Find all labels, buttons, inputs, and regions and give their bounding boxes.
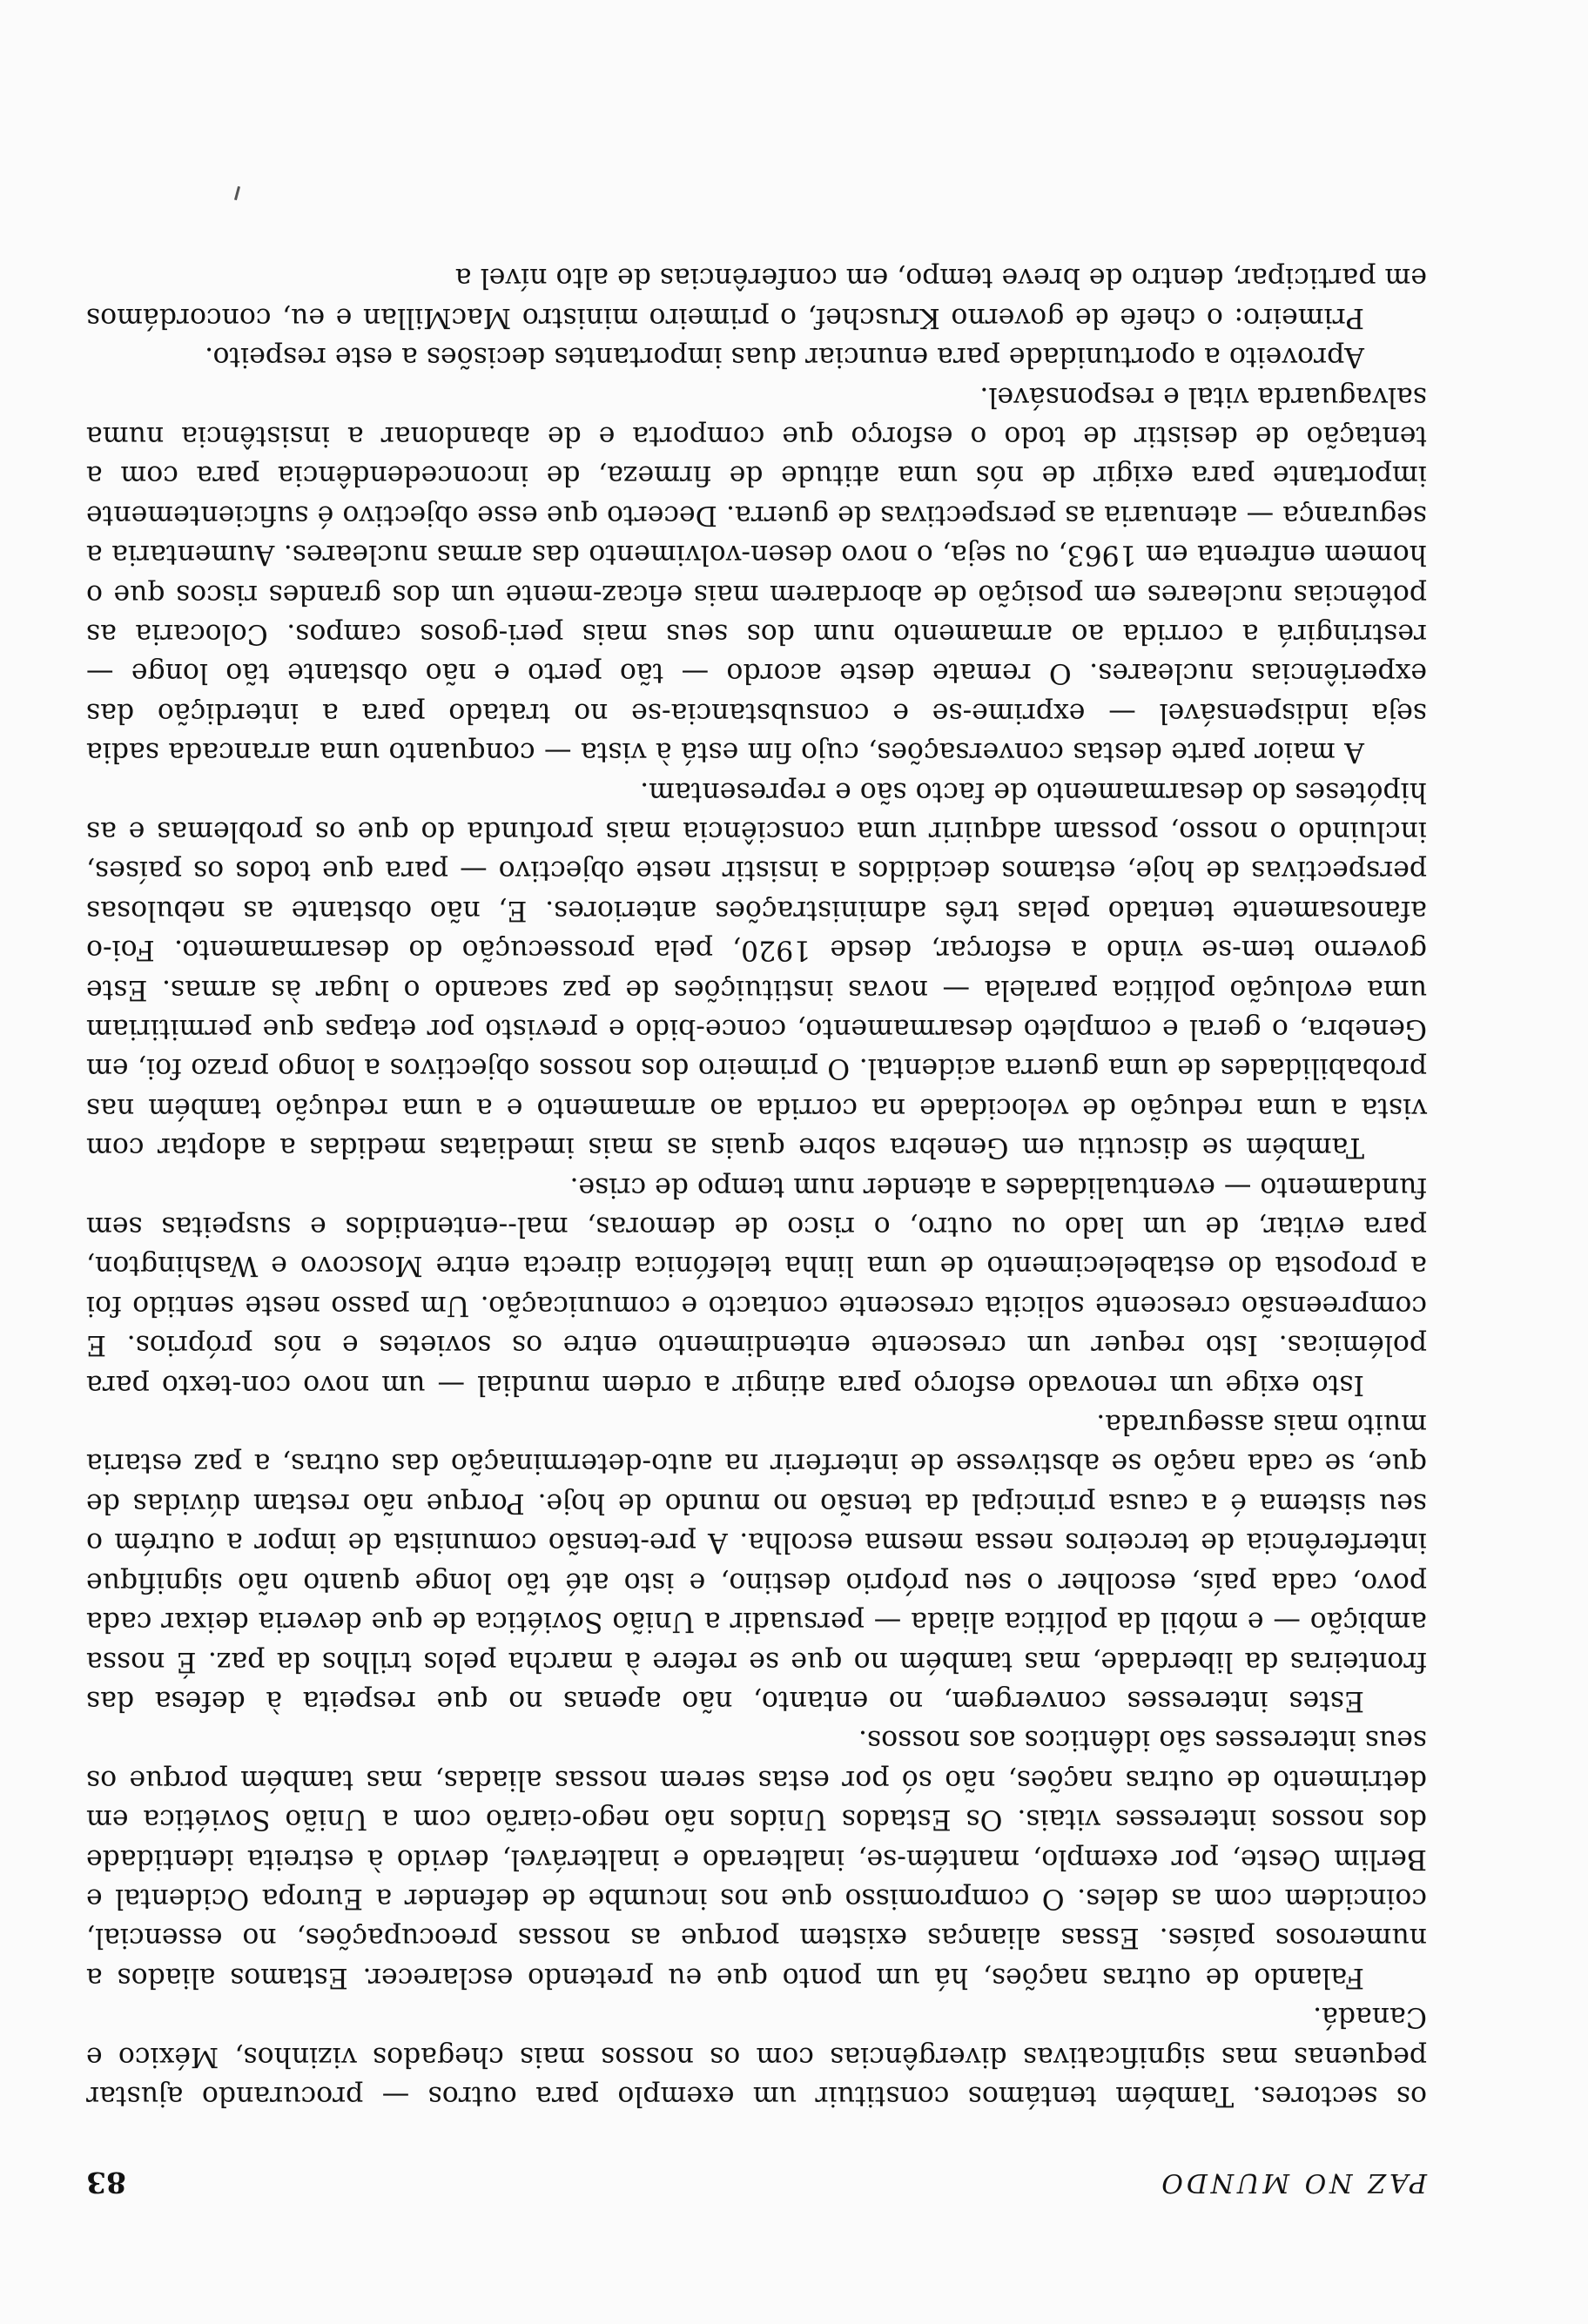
paragraph-interests: Estes interesses convergem, no entanto, não apenas no que respeita à defesa das fronteiras da liberdade, mas também no que se refere à marcha pelos trilhos da paz. É nossa ambição — e móbil da política aliada — persuadir a União Soviética de que deveria deixar cada povo, cada país, escolher o seu próprio destino, e isto até tão longe quanto não signifique interferência de terceiros nessa mesma escolha. A pre-tensão comunista de impor a outrém o seu sistema é a causa principal da tensão no mundo de hoje. Porque não restam dúvidas de que, se cada nação se abstivesse de interferir na auto-determinação das outras, a paz estaria muito mais assegurada. — [86, 1408, 1427, 1716]
running-header — [86, 2159, 1427, 2202]
paragraph-continuation: os sectores. Também tentámos constituir um exemplo para outros — procurando ajustar pequenas mas significativas divergências com os nossos mais chegados vizinhos, México e Canadá. — [86, 2001, 1427, 2112]
paragraph-decisions: Aproveito a oportunidade para enunciar duas importantes decisões a este respeito. — [205, 341, 1364, 373]
paragraph-geneva: Também se discutiu em Genebra sobre quais as mais imediatas medidas a adoptar com vista a uma redução de velocidade na corrida ao armamento e a uma redução também nas probabilidades de uma guerra acidental. O primeiro dos nossos objectivos a longo prazo foi, em Genebra, o geral e completo desarmamento, conce-bido e previsto por etapas que permitiriam uma evolução política paralela — novas instituições de paz sacando o lugar às armas. Este governo tem-se vindo a esforçar, desde 1920, pela prossecução do desarmamento. Foi-o afanosamente tentado pelas três administrações anteriores. E, não obstante as nebulosas perspectivas de hoje, estamos decididos a insistir neste objectivo — para que todos os países, incluindo o nosso, possam adquirir uma consciência mais profunda do que os problemas e as hipóteses do desarmamento de facto são e representam. — [86, 776, 1427, 1164]
page-number: 83 — [86, 2166, 126, 2200]
paragraph-first-decision: Primeiro: o chefe de governo Kruschef, o primeiro ministro MacMillan e eu, concordámos em participar, dentro de breve tempo, em conferências de alto nível a — [86, 262, 1427, 333]
page-content — [86, 96, 1427, 2202]
running-title: PAZ NO MUNDO — [1158, 2167, 1427, 2198]
paragraph-world-order: Isto exige um renovado esforço para atingir a ordem mundial — um novo con-texto para polémicas. Isto requer um crescente entendimento entre os sovietes e nós próprios. E compreensão crescente solicita crescente contacto e comunicação. Um passo neste sentido foi a proposta do estabelecimento de uma linha telefónica directa entre Moscovo e Washington, para evitar, de um lado ou outro, o risco de demoras, mal--entendidos e suspeitas sem fundamento — eventualidades a atender num tempo de crise. — [86, 1171, 1427, 1400]
paragraph-test-ban: A maior parte destas conversações, cujo fim está à vista — conquanto uma arrancada sadia seja indispensável — exprime-se e consubstancia-se no tratado para a interdição das experiências nucleares. O remate deste acordo — tão perto e não obstante tão longe — restringirá a corrida ao armamento num dos seus mais peri-gosos campos. Colocaria as potências nucleares em posição de abordarem mais eficaz-mente um dos grandes riscos que o homem enfrenta em 1963, ou seja, o novo desen-volvimento das armas nucleares. Aumentaria a segurança — atenuaria as perspectivas de guerra. Decerto que esse objectivo é suficientemente importante para exigir de nós uma atitude de firmeza, de inconcedendência para com a tentação de desistir de todo o esforço que comporta e de abandonar a insistência numa salvaguarda vital e responsável. — [86, 380, 1427, 769]
paragraph-alliances: Falando de outras nações, há um ponto que eu pretendo esclarecer. Estamos aliados a numerosos países. Essas alianças existem porque as nossas preocupações, no essencial, coincidem com as deles. O compromisso que nos incumbe de defender a Europa Ocidental e Berlim Oeste, por exemplo, mantém-se, inalterado e inalterável, devido à estreita identidade dos nossos interesses vitais. Os Estados Unidos não nego-ciarão com a União Soviética em detrimento de outras nações, não só por estas serem nossas aliadas, mas também porque os seus interesses são idênticos aos nossos. — [86, 1724, 1427, 1993]
